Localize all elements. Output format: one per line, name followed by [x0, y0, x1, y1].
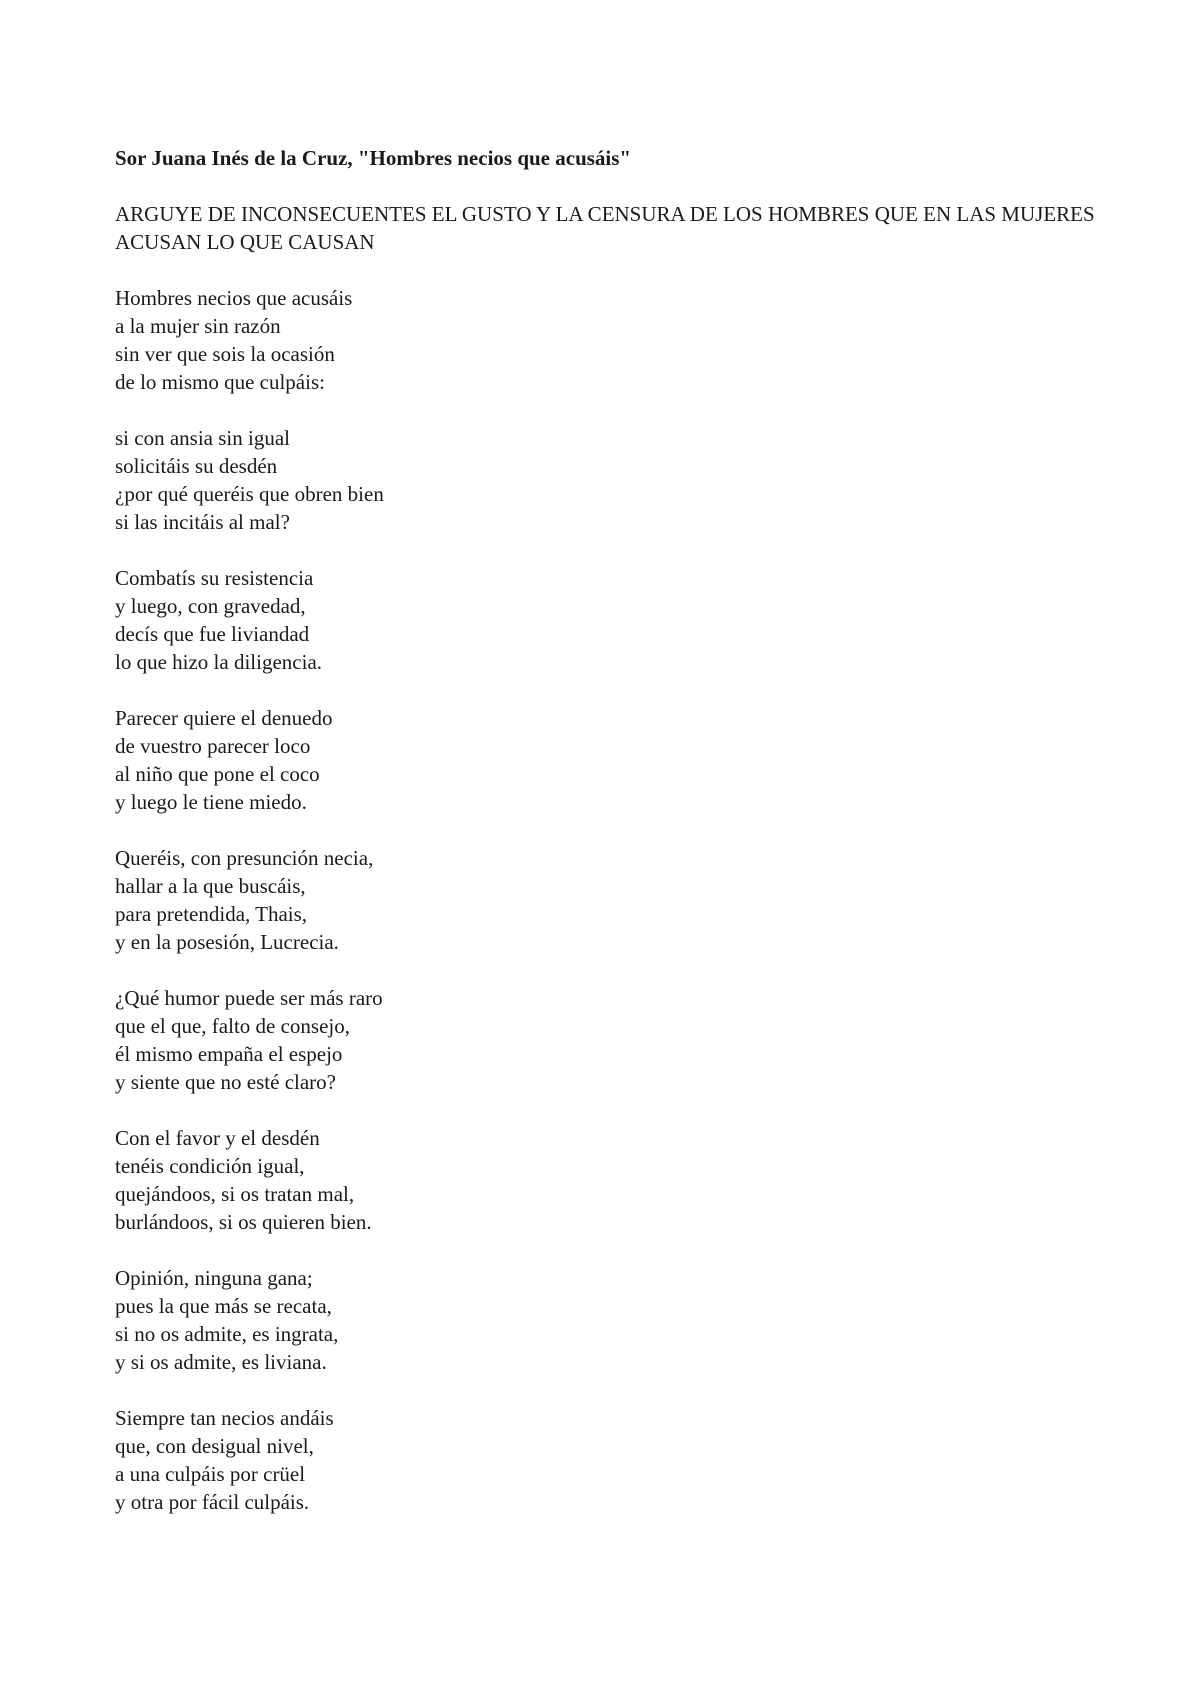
verse-line: y luego, con gravedad,: [115, 594, 306, 618]
verse-line: Con el favor y el desdén: [115, 1126, 320, 1150]
verse-line: ¿por qué queréis que obren bien: [115, 482, 384, 506]
poem-subtitle: ARGUYE DE INCONSECUENTES EL GUSTO Y LA CENSURA DE LOS HOMBRES QUE EN LAS MUJERES ACUSAN LO QUE CAUSAN: [115, 202, 1095, 254]
stanza: [115, 844, 1115, 956]
verse-line: y otra por fácil culpáis.: [115, 1490, 310, 1514]
stanza: [115, 424, 1115, 536]
stanza: [115, 1124, 1115, 1236]
verse-line: de lo mismo que culpáis:: [115, 370, 325, 394]
stanza: [115, 704, 1115, 816]
verse-line: Opinión, ninguna gana;: [115, 1266, 313, 1290]
document-content: [115, 144, 1115, 1544]
verse-line: Parecer quiere el denuedo: [115, 706, 333, 730]
verse-line: Queréis, con presunción necia,: [115, 846, 374, 870]
verse-line: si no os admite, es ingrata,: [115, 1322, 339, 1346]
verse-line: si las incitáis al mal?: [115, 510, 290, 534]
verse-line: quejándoos, si os tratan mal,: [115, 1182, 355, 1206]
verse-line: a una culpáis por crüel: [115, 1462, 306, 1486]
verse-line: Hombres necios que acusáis: [115, 286, 353, 310]
verse-line: Siempre tan necios andáis: [115, 1406, 334, 1430]
verse-line: y luego le tiene miedo.: [115, 790, 307, 814]
verse-line: que el que, falto de consejo,: [115, 1014, 350, 1038]
verse-line: y si os admite, es liviana.: [115, 1350, 327, 1374]
verse-line: hallar a la que buscáis,: [115, 874, 306, 898]
verse-line: pues la que más se recata,: [115, 1294, 332, 1318]
stanza: [115, 284, 1115, 396]
verse-line: que, con desigual nivel,: [115, 1434, 314, 1458]
verse-line: Combatís su resistencia: [115, 566, 314, 590]
verse-line: lo que hizo la diligencia.: [115, 650, 323, 674]
verse-line: de vuestro parecer loco: [115, 734, 311, 758]
verse-line: sin ver que sois la ocasión: [115, 342, 335, 366]
verse-line: si con ansia sin igual: [115, 426, 290, 450]
verse-line: él mismo empaña el espejo: [115, 1042, 343, 1066]
verse-line: burlándoos, si os quieren bien.: [115, 1210, 372, 1234]
stanza: [115, 1264, 1115, 1376]
verse-line: ¿Qué humor puede ser más raro: [115, 986, 383, 1010]
verse-line: y en la posesión, Lucrecia.: [115, 930, 339, 954]
verse-line: y siente que no esté claro?: [115, 1070, 336, 1094]
stanza: [115, 564, 1115, 676]
verse-line: solicitáis su desdén: [115, 454, 278, 478]
verse-line: al niño que pone el coco: [115, 762, 320, 786]
poem-body: [115, 284, 1115, 1516]
verse-line: decís que fue liviandad: [115, 622, 310, 646]
stanza: [115, 984, 1115, 1096]
verse-line: a la mujer sin razón: [115, 314, 281, 338]
stanza: [115, 1404, 1115, 1516]
poem-title: Sor Juana Inés de la Cruz, "Hombres necios que acusáis": [115, 146, 632, 170]
verse-line: para pretendida, Thais,: [115, 902, 308, 926]
verse-line: tenéis condición igual,: [115, 1154, 305, 1178]
